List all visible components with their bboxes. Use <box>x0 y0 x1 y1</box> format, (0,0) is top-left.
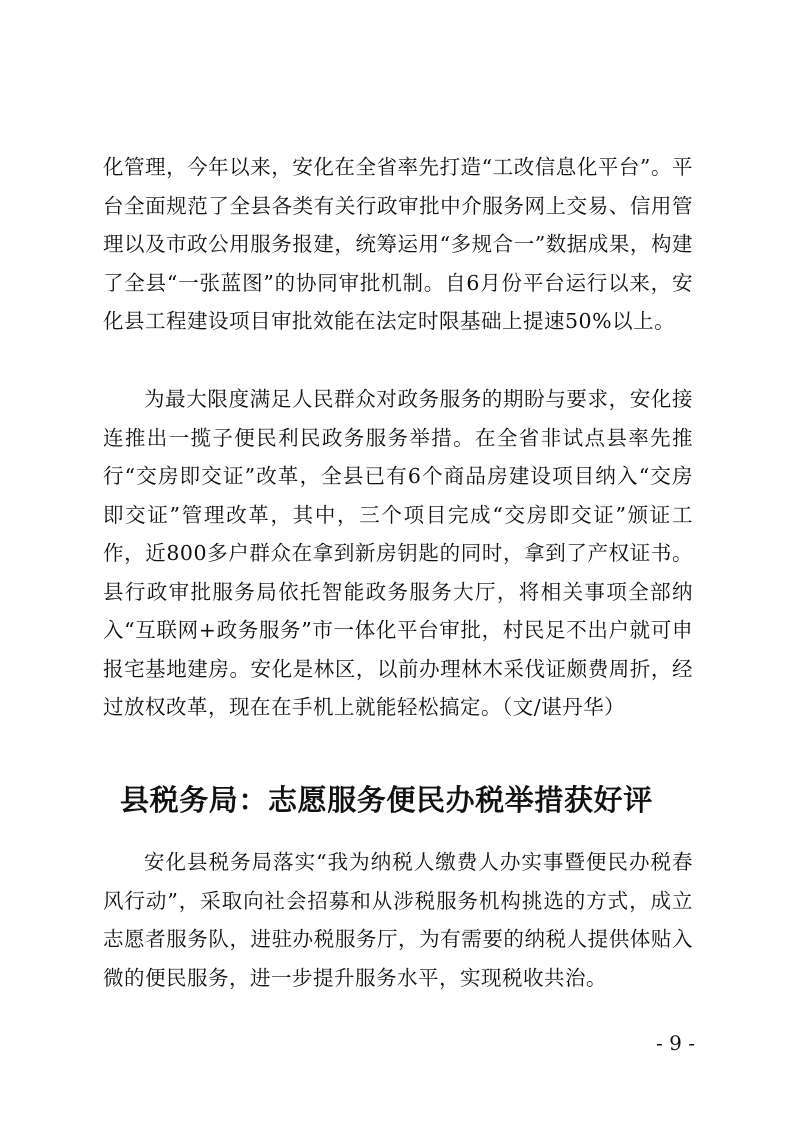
page-number: - 9 - <box>656 1031 695 1055</box>
article-paragraph-2: 为最大限度满足人民群众对政务服务的期盼与要求，安化接连推出一揽子便民利民政务服务举措。在全省非试点县率先推行“交房即交证”改革，全县已有6个商品房建设项目纳入“交房即交证”管理改革，其中，三个项目完成“交房即交证”颁证工作，近800多户群众在拿到新房钥匙的同时，拿到了产权证书。县行政审批服务局依托智能政务服务大厅，将相关事项全部纳入“互联网+政务服务”市一体化平台审批，村民足不出户就可申报宅基地建房。安化是林区，以前办理林木采伐证颇费周折，经过放权改革，现在在手机上就能轻松搞定。（文/谌丹华） <box>103 387 693 719</box>
section-paragraph: 安化县税务局落实“我为纳税人缴费人办实事暨便民办税春风行动”，采取向社会招募和从涉税服务机构挑选的方式，成立志愿者服务队，进驻办税服务厅，为有需要的纳税人提供体贴入微的便民服务，进一步提升服务水平，实现税收共治。 <box>103 850 693 990</box>
section-heading: 县税务局：志愿服务便民办税举措获好评 <box>120 783 653 817</box>
article-paragraph-1: 化管理，今年以来，安化在全省率先打造“工改信息化平台”。平台全面规范了全县各类有关行政审批中介服务网上交易、信用管理以及市政公用服务报建，统筹运用“多规合一”数据成果，构建了全县“一张蓝图”的协同审批机制。自6月份平台运行以来，安化县工程建设项目审批效能在法定时限基础上提速50%以上。 <box>103 155 693 333</box>
